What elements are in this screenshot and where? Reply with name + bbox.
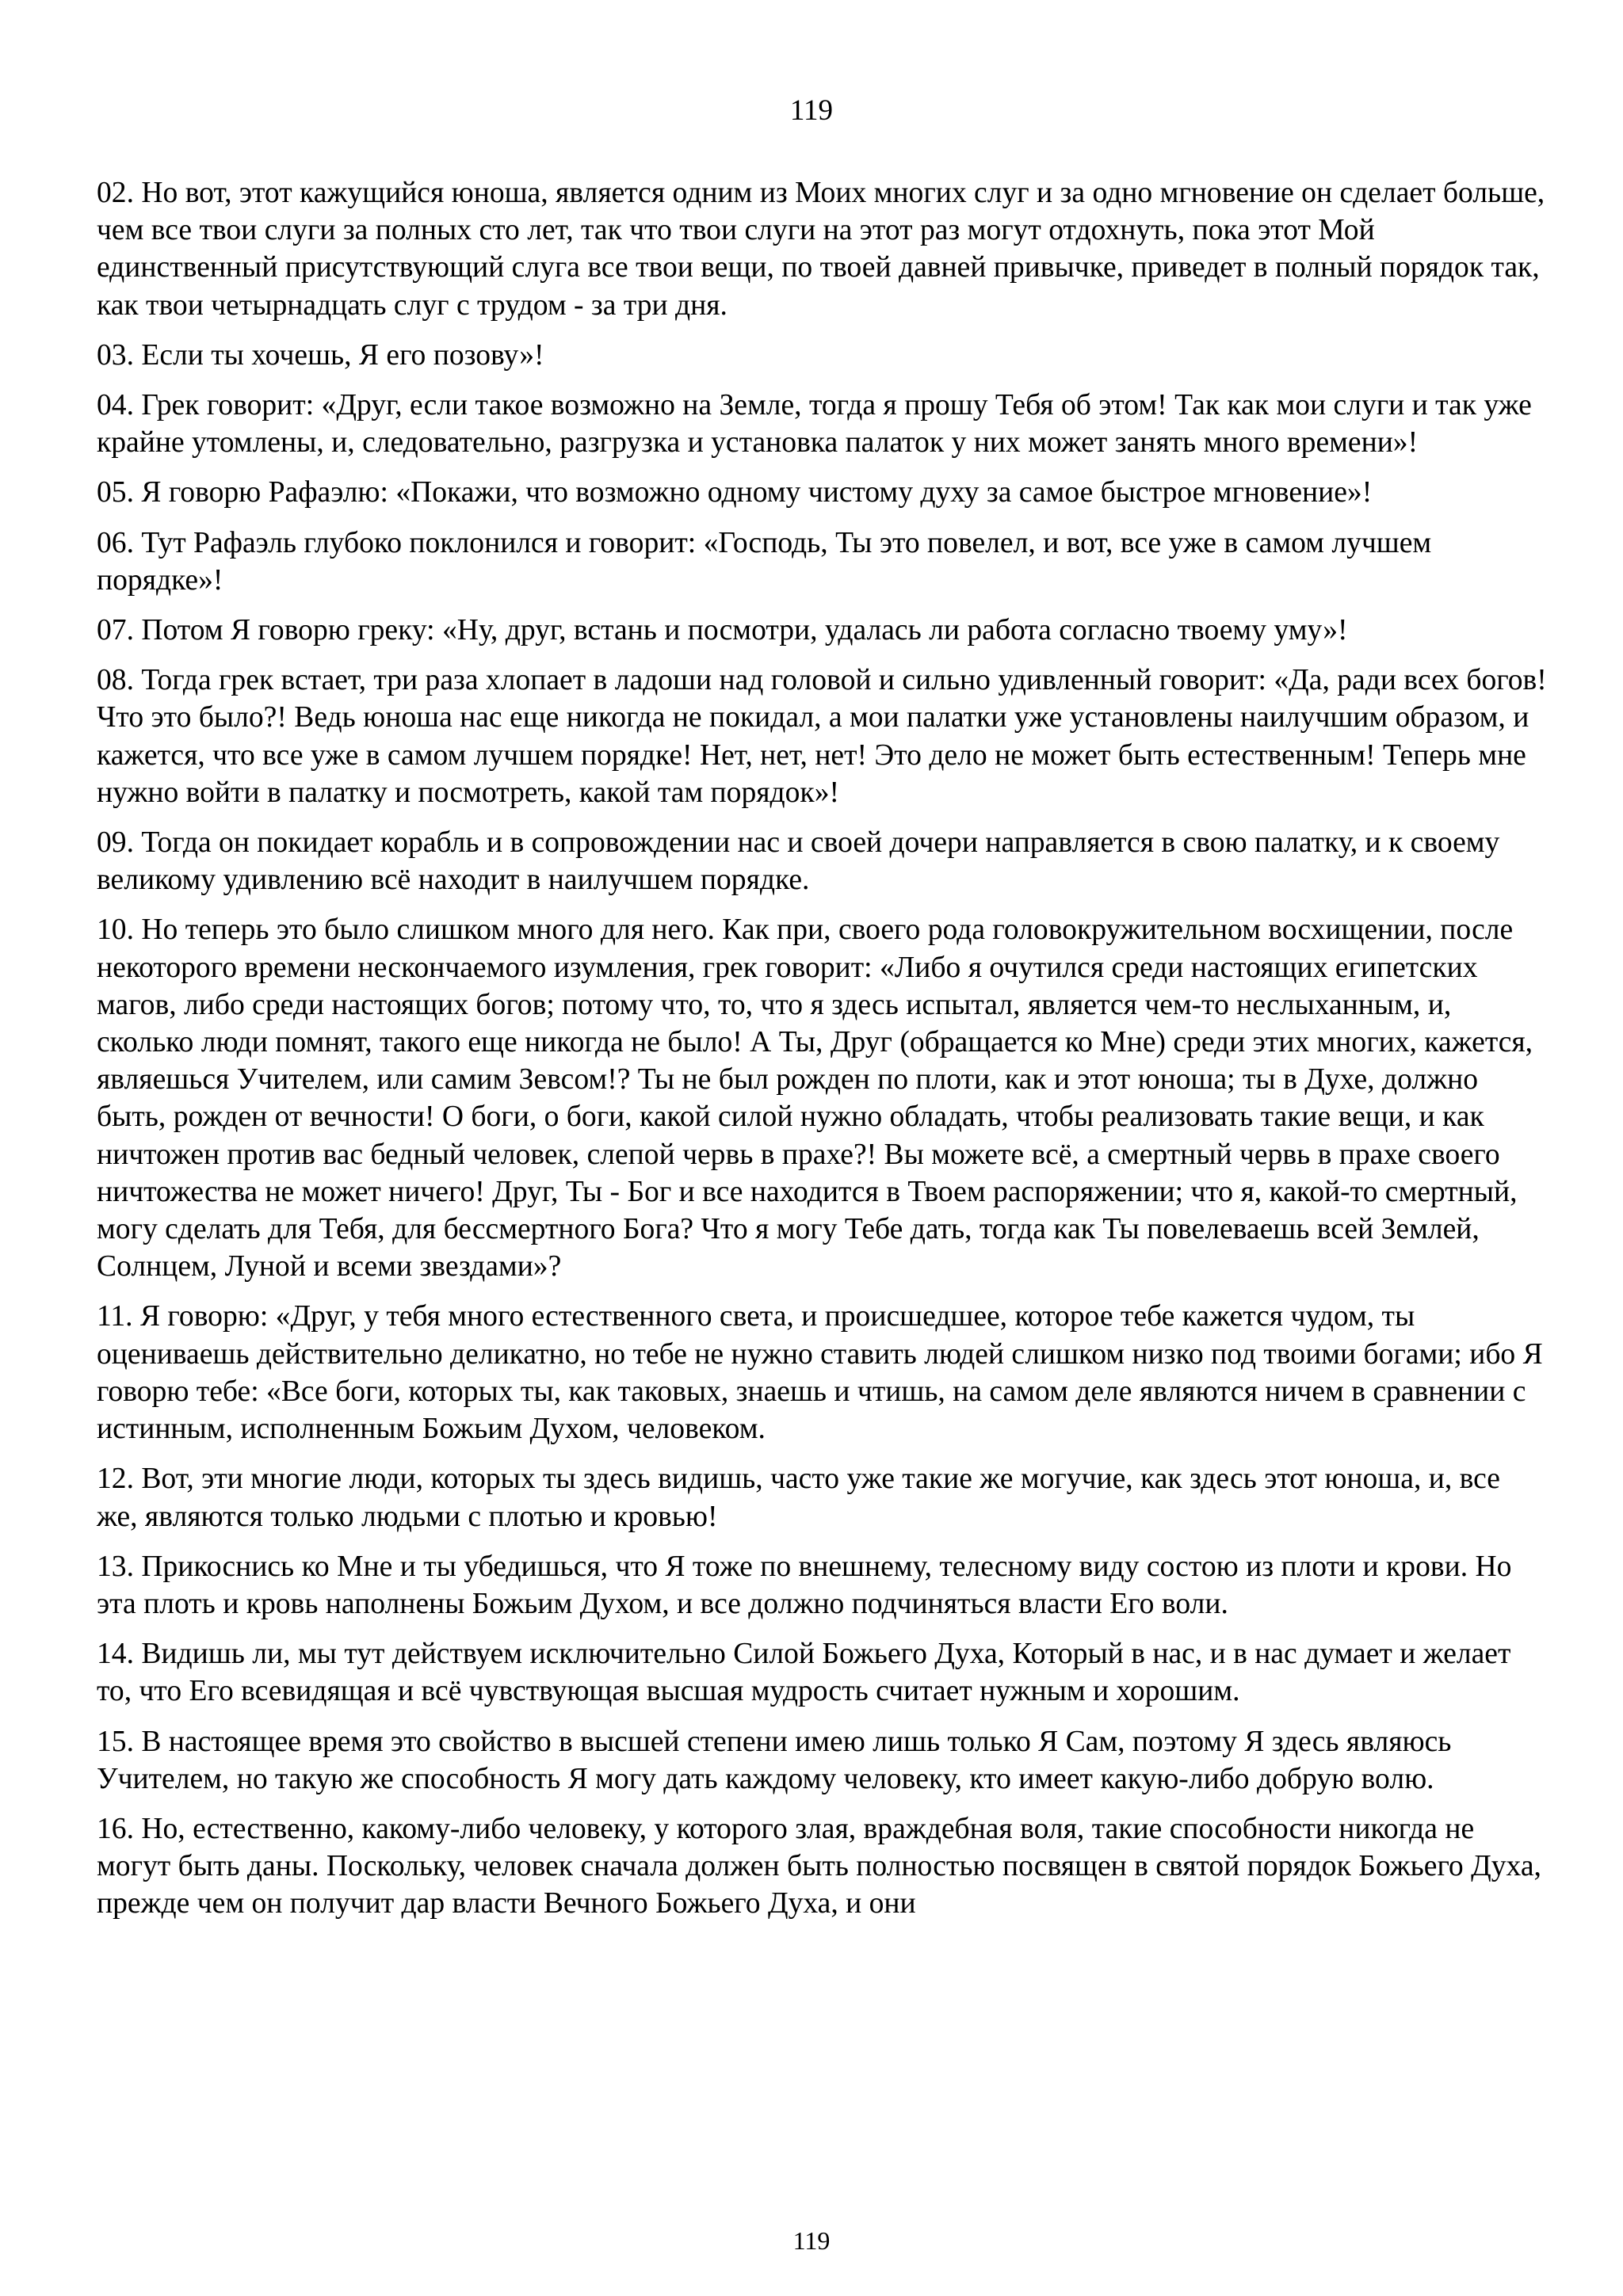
page-number-bottom: 119 [792, 2226, 831, 2255]
text-body [97, 174, 1547, 1936]
paragraph-12: 12. Вот, эти многие люди, которых ты здесь видишь, часто уже такие же могучие, как здесь этот юноша, и, все же, являются только людьми с плотью и кровью! [97, 1463, 1500, 1533]
page-number-top: 119 [789, 94, 834, 127]
paragraph-02: 02. Но вот, этот кажущийся юноша, является одним из Моих многих слуг и за одно мгновение он сделает больше, чем все твои слуги за полных сто лет, так что твои слуги на этот раз могут отдохнуть, пока этот Мой единственный присутствующий слуга все твои вещи, по твоей давней привычке, приведет в полный порядок так, как твои четырнадцать слуг с трудом - за три дня. [97, 177, 1545, 322]
paragraph-07: 07. Потом Я говорю греку: «Ну, друг, встань и посмотри, удалась ли работа согласно твоему уму»! [97, 614, 1348, 647]
paragraph-03: 03. Если ты хочешь, Я его позову»! [97, 338, 544, 372]
paragraph-08: 08. Тогда грек встает, три раза хлопает в ладоши над головой и сильно удивленный говорит: «Да, ради всех богов! Что это было?! Ведь юноша нас еще никогда не покидал, а мои палатки уже установлены наилучшим образом, и кажется, что все уже в самом лучшем порядке! Нет, нет, нет! Это дело не может быть естественным! Теперь мне нужно войти в палатку и посмотреть, какой там порядок»! [97, 664, 1547, 809]
paragraph-13: 13. Прикоснись ко Мне и ты убедишься, что Я тоже по внешнему, телесному виду состою из плоти и крови. Но эта плоть и кровь наполнены Божьим Духом, и все должно подчиняться власти Его воли. [97, 1550, 1512, 1620]
paragraph-10: 10. Но теперь это было слишком много для него. Как при, своего рода головокружительном восхищении, после некоторого времени нескончаемого изумления, грек говорит: «Либо я очутился среди настоящих египетских магов, либо среди настоящих богов; потому что, то, что я здесь испытал, является чем-то неслыханным, и, сколько люди помнят, такого еще никогда не было! А Ты, Друг (обращается ко Мне) среди этих многих, кажется, являешься Учителем, или самим Зевсом!? Ты не был рожден по плоти, как и этот юноша; ты в Духе, должно быть, рожден от вечности! О боги, о боги, какой силой нужно обладать, чтобы реализовать такие вещи, и как ничтожен против вас бедный человек, слепой червь в прахе?! Вы можете всё, а смертный червь в прахе своего ничтожества не может ничего! Друг, Ты - Бог и все находится в Твоем распоряжении; что я, какой-то смертный, могу сделать для Тебя, для бессмертного Бога? Что я могу Тебе дать, тогда как Ты повелеваешь всей Землей, Солнцем, Луной и всеми звездами»? [97, 913, 1533, 1283]
paragraph-06: 06. Тут Рафаэль глубоко поклонился и говорит: «Господь, Ты это повелел, и вот, все уже в самом лучшем порядке»! [97, 526, 1432, 597]
paragraph-15: 15. В настоящее время это свойство в высшей степени имею лишь только Я Сам, поэтому Я здесь являюсь Учителем, но такую же способность Я могу дать каждому человеку, кто имеет какую-либо добрую волю. [97, 1725, 1452, 1795]
paragraph-16: 16. Но, естественно, какому-либо человеку, у которого злая, враждебная воля, такие способности никогда не могут быть даны. Поскольку, человек сначала должен быть полностью посвящен в святой порядок Божьего Духа, прежде чем он получит дар власти Вечного Божьего Духа, и они [97, 1812, 1541, 1920]
paragraph-05: 05. Я говорю Рафаэлю: «Покажи, что возможно одному чистому духу за самое быстрое мгновение»! [97, 476, 1373, 509]
paragraph-04: 04. Грек говорит: «Друг, если такое возможно на Земле, тогда я прошу Тебя об этом! Так как мои слуги и так уже крайне утомлены, и, следовательно, разгрузка и установка палаток у них может занять много времени»! [97, 389, 1532, 460]
paragraph-14: 14. Видишь ли, мы тут действуем исключительно Силой Божьего Духа, Который в нас, и в нас думает и желает то, что Его всевидящая и всё чувствующая высшая мудрость считает нужным и хорошим. [97, 1638, 1511, 1708]
paragraph-11: 11. Я говорю: «Друг, у тебя много естественного света, и происшедшее, которое тебе кажется чудом, ты оцениваешь действительно деликатно, но тебе не нужно ставить людей слишком низко под твоими богами; ибо Я говорю тебе: «Все боги, которых ты, как таковых, знаешь и чтишь, на самом деле являются ничем в сравнении с истинным, исполненным Божьим Духом, человеком. [97, 1300, 1543, 1446]
paragraph-09: 09. Тогда он покидает корабль и в сопровождении нас и своей дочери направляется в свою палатку, и к своему великому удивлению всё находит в наилучшем порядке. [97, 826, 1500, 897]
